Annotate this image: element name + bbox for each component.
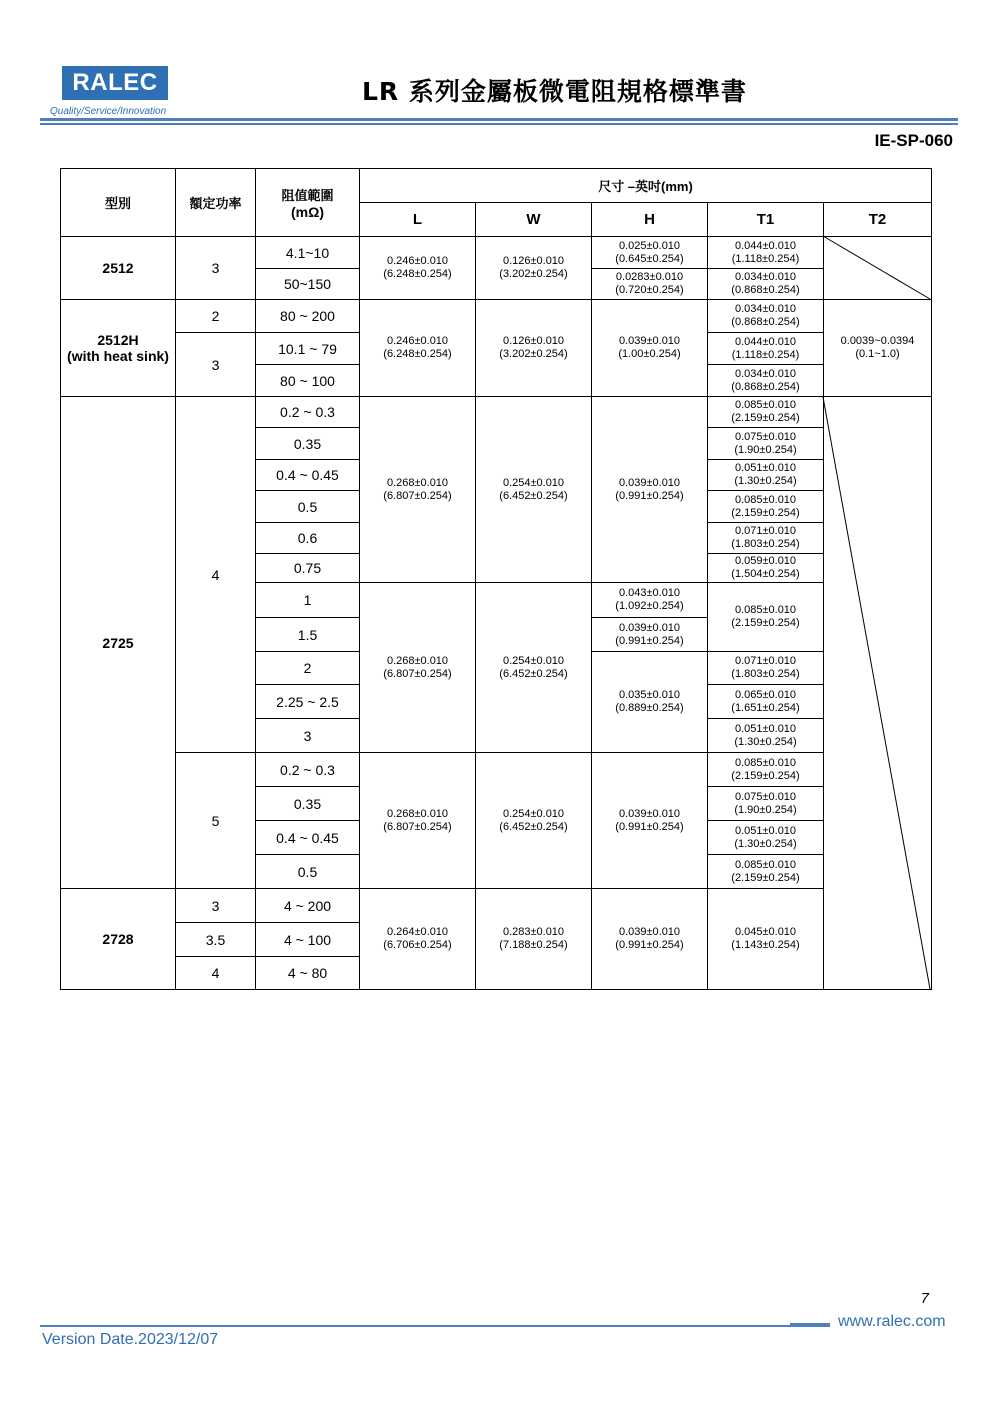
value-mm: (1.30±0.254) — [734, 837, 797, 850]
value-mm: (1.143±0.254) — [731, 939, 800, 951]
value-mm: (6.452±0.254) — [499, 820, 568, 833]
website-link[interactable]: www.ralec.com — [838, 1313, 946, 1330]
document-title: LR 系列金屬板微電阻規格標準書 — [362, 77, 747, 106]
value-inch: 0.035±0.010 — [618, 689, 681, 701]
table-row — [61, 300, 932, 333]
document-code: IE-SP-060 — [874, 131, 953, 150]
value-mm: (1.803±0.254) — [731, 668, 800, 680]
value-inch: 0.034±0.010 — [734, 303, 797, 315]
power-cell: 3 — [176, 889, 256, 923]
value-mm: (2.159±0.254) — [731, 769, 800, 782]
value-mm: (1.00±0.254) — [618, 348, 681, 360]
value-inch: 0.264±0.010 — [386, 926, 449, 938]
range-cell: 80 ~ 100 — [256, 365, 360, 397]
range-cell: 4 ~ 100 — [256, 923, 360, 957]
header-model: 型別 — [61, 169, 176, 237]
range-cell: 0.75 — [256, 554, 360, 583]
value-mm: (1.118±0.254) — [731, 348, 800, 361]
range-cell: 0.6 — [256, 523, 360, 554]
value-mm: (6.807±0.254) — [383, 820, 452, 833]
range-cell: 2.25 ~ 2.5 — [256, 685, 360, 719]
value-inch: 0.268±0.010 — [386, 476, 449, 489]
header-rated-power: 額定功率 — [176, 169, 256, 237]
T1-cell — [708, 333, 824, 365]
model-name: 2512H — [97, 332, 139, 348]
T1-cell — [708, 583, 824, 652]
header-rule — [40, 118, 958, 121]
value-mm: (6.248±0.254) — [383, 268, 452, 280]
H-cell — [592, 618, 708, 652]
value-inch: 0.039±0.010 — [618, 926, 681, 938]
W-cell — [476, 237, 592, 300]
value-mm: (0.868±0.254) — [731, 316, 800, 328]
value-inch: 0.268±0.010 — [386, 807, 449, 820]
header-resistance-range — [256, 169, 360, 237]
range-cell: 3 — [256, 719, 360, 753]
T2-cell — [824, 300, 932, 397]
value-inch: 0.039±0.010 — [618, 621, 681, 634]
T1-cell — [708, 719, 824, 753]
T1-cell — [708, 685, 824, 719]
value-mm: (2.159±0.254) — [731, 617, 800, 629]
W-cell — [476, 583, 592, 753]
value-inch: 0.051±0.010 — [734, 462, 797, 474]
header-H: H — [592, 203, 708, 237]
T1-cell — [708, 787, 824, 821]
value-mm: (6.706±0.254) — [383, 939, 452, 951]
header-L: L — [360, 203, 476, 237]
header-T1: T1 — [708, 203, 824, 237]
value-mm: (2.159±0.254) — [731, 871, 800, 884]
W-cell — [476, 889, 592, 990]
value-mm: (1.092±0.254) — [615, 600, 684, 612]
power-cell: 5 — [176, 753, 256, 889]
value-inch: 0.246±0.010 — [386, 335, 449, 347]
value-mm: (1.118±0.254) — [731, 252, 800, 265]
range-cell: 4.1~10 — [256, 237, 360, 269]
value-inch: 0.034±0.010 — [734, 367, 797, 380]
value-inch: 0.039±0.010 — [618, 476, 681, 489]
header-rule-secondary — [40, 123, 958, 125]
value-mm: (1.30±0.254) — [734, 475, 797, 487]
T1-cell — [708, 397, 824, 428]
value-mm: (6.248±0.254) — [383, 348, 452, 360]
W-cell — [476, 397, 592, 583]
T1-cell — [708, 821, 824, 855]
header-resistance-unit: (mΩ) — [291, 204, 324, 220]
range-cell: 0.2 ~ 0.3 — [256, 397, 360, 428]
value-mm: (1.504±0.254) — [731, 568, 800, 580]
L-cell — [360, 889, 476, 990]
range-cell: 50~150 — [256, 269, 360, 300]
L-cell — [360, 753, 476, 889]
value-inch: 0.051±0.010 — [734, 824, 797, 837]
H-cell — [592, 753, 708, 889]
value-inch: 0.085±0.010 — [734, 756, 797, 769]
footer-rule-accent — [790, 1323, 830, 1327]
value-inch: 0.246±0.010 — [386, 255, 449, 267]
H-cell — [592, 300, 708, 397]
table-row — [61, 753, 932, 787]
value-inch: 0.034±0.010 — [734, 271, 797, 283]
footer-rule — [40, 1325, 830, 1327]
T1-cell — [708, 554, 824, 583]
value-inch: 0.071±0.010 — [734, 525, 797, 537]
T1-cell — [708, 428, 824, 460]
value-inch: 0.126±0.010 — [502, 335, 565, 347]
T2-empty-cell — [824, 397, 932, 990]
range-cell: 10.1 ~ 79 — [256, 333, 360, 365]
W-cell — [476, 300, 592, 397]
value-mm: (1.90±0.254) — [734, 803, 797, 816]
range-cell: 4 ~ 200 — [256, 889, 360, 923]
T2-empty-cell — [824, 237, 932, 300]
value-mm: (1.30±0.254) — [734, 735, 797, 748]
value-mm: (6.452±0.254) — [499, 489, 568, 502]
range-cell: 0.5 — [256, 855, 360, 889]
value-inch: 0.085±0.010 — [734, 399, 797, 411]
T1-cell — [708, 753, 824, 787]
value-mm: (2.159±0.254) — [731, 506, 800, 519]
value-inch: 0.065±0.010 — [734, 688, 797, 701]
power-cell: 3.5 — [176, 923, 256, 957]
value-inch: 0.268±0.010 — [386, 654, 449, 667]
value-mm: (2.159±0.254) — [731, 412, 800, 424]
model-cell — [61, 300, 176, 397]
header-dimensions: 尺寸 –英吋(mm) — [360, 169, 932, 203]
value-mm: (3.202±0.254) — [499, 348, 568, 360]
T1-cell — [708, 365, 824, 397]
value-inch: 0.071±0.010 — [734, 655, 797, 667]
H-cell — [592, 397, 708, 583]
value-mm: (0.720±0.254) — [615, 284, 684, 296]
value-mm: (0.991±0.254) — [615, 820, 684, 833]
value-mm: (0.1~1.0) — [855, 348, 900, 360]
H-cell — [592, 583, 708, 618]
power-cell: 3 — [176, 237, 256, 300]
range-cell: 1 — [256, 583, 360, 618]
table-header-row — [61, 169, 932, 203]
value-mm: (0.868±0.254) — [731, 284, 800, 296]
value-mm: (1.90±0.254) — [734, 443, 797, 456]
T1-cell — [708, 460, 824, 491]
value-inch: 0.045±0.010 — [734, 926, 797, 938]
L-cell — [360, 397, 476, 583]
value-mm: (1.651±0.254) — [731, 701, 800, 714]
table-row — [61, 397, 932, 428]
value-mm: (0.889±0.254) — [615, 702, 684, 714]
T1-cell — [708, 889, 824, 990]
value-inch: 0.126±0.010 — [502, 255, 565, 267]
company-tagline: Quality/Service/Innovation — [50, 106, 167, 117]
H-cell — [592, 269, 708, 300]
range-cell: 0.2 ~ 0.3 — [256, 753, 360, 787]
value-inch: 0.075±0.010 — [734, 430, 797, 443]
value-inch: 0.044±0.010 — [734, 239, 797, 252]
value-inch: 0.039±0.010 — [618, 807, 681, 820]
H-cell — [592, 889, 708, 990]
value-mm: (7.188±0.254) — [499, 939, 568, 951]
range-cell: 0.35 — [256, 787, 360, 821]
table-row — [61, 237, 932, 269]
T1-cell — [708, 523, 824, 554]
range-cell: 1.5 — [256, 618, 360, 652]
T1-cell — [708, 300, 824, 333]
value-inch: 0.044±0.010 — [734, 335, 797, 348]
L-cell — [360, 300, 476, 397]
power-cell: 3 — [176, 333, 256, 397]
value-mm: (6.452±0.254) — [499, 667, 568, 680]
spec-table — [60, 168, 932, 990]
power-cell: 4 — [176, 397, 256, 753]
page-number: 7 — [920, 1290, 929, 1307]
value-inch: 0.254±0.010 — [502, 807, 565, 820]
version-date: Version Date.2023/12/07 — [42, 1331, 219, 1348]
value-mm: (1.803±0.254) — [731, 538, 800, 550]
range-cell: 0.4 ~ 0.45 — [256, 460, 360, 491]
range-cell: 0.35 — [256, 428, 360, 460]
power-cell: 2 — [176, 300, 256, 333]
value-mm: (0.868±0.254) — [731, 380, 800, 393]
model-cell: 2728 — [61, 889, 176, 990]
value-mm: (6.807±0.254) — [383, 489, 452, 502]
value-inch: 0.075±0.010 — [734, 790, 797, 803]
company-logo: RALEC — [62, 66, 168, 100]
header-resistance-label: 阻值範圍 — [281, 188, 334, 203]
power-cell: 4 — [176, 957, 256, 990]
T1-cell — [708, 855, 824, 889]
value-inch: 0.059±0.010 — [734, 555, 797, 567]
value-inch: 0.085±0.010 — [734, 493, 797, 506]
H-cell — [592, 237, 708, 269]
table-row — [61, 889, 932, 923]
header-W: W — [476, 203, 592, 237]
value-mm: (6.807±0.254) — [383, 667, 452, 680]
range-cell: 4 ~ 80 — [256, 957, 360, 990]
value-mm: (3.202±0.254) — [499, 268, 568, 280]
T1-cell — [708, 652, 824, 685]
W-cell — [476, 753, 592, 889]
value-inch: 0.043±0.010 — [618, 587, 681, 599]
value-inch: 0.085±0.010 — [734, 858, 797, 871]
value-inch: 0.039±0.010 — [618, 335, 681, 347]
model-cell: 2512 — [61, 237, 176, 300]
L-cell — [360, 583, 476, 753]
value-inch: 0.025±0.010 — [618, 239, 681, 252]
T1-cell — [708, 491, 824, 523]
value-mm: (0.991±0.254) — [615, 634, 684, 647]
L-cell — [360, 237, 476, 300]
value-inch: 0.051±0.010 — [734, 722, 797, 735]
value-mm: (0.645±0.254) — [615, 252, 684, 265]
range-cell: 0.4 ~ 0.45 — [256, 821, 360, 855]
value-mm: (0.991±0.254) — [615, 939, 684, 951]
value-inch: 0.0283±0.010 — [615, 271, 684, 283]
model-note: (with heat sink) — [67, 348, 169, 364]
value-inch: 0.254±0.010 — [502, 654, 565, 667]
T1-cell — [708, 237, 824, 269]
range-cell: 0.5 — [256, 491, 360, 523]
T1-cell — [708, 269, 824, 300]
H-cell — [592, 652, 708, 753]
range-cell: 2 — [256, 652, 360, 685]
value-inch: 0.283±0.010 — [502, 926, 565, 938]
range-cell: 80 ~ 200 — [256, 300, 360, 333]
header-T2: T2 — [824, 203, 932, 237]
value-inch: 0.085±0.010 — [734, 604, 797, 616]
value-inch: 0.0039~0.0394 — [840, 335, 915, 347]
value-mm: (0.991±0.254) — [615, 489, 684, 502]
value-inch: 0.254±0.010 — [502, 476, 565, 489]
model-cell: 2725 — [61, 397, 176, 889]
